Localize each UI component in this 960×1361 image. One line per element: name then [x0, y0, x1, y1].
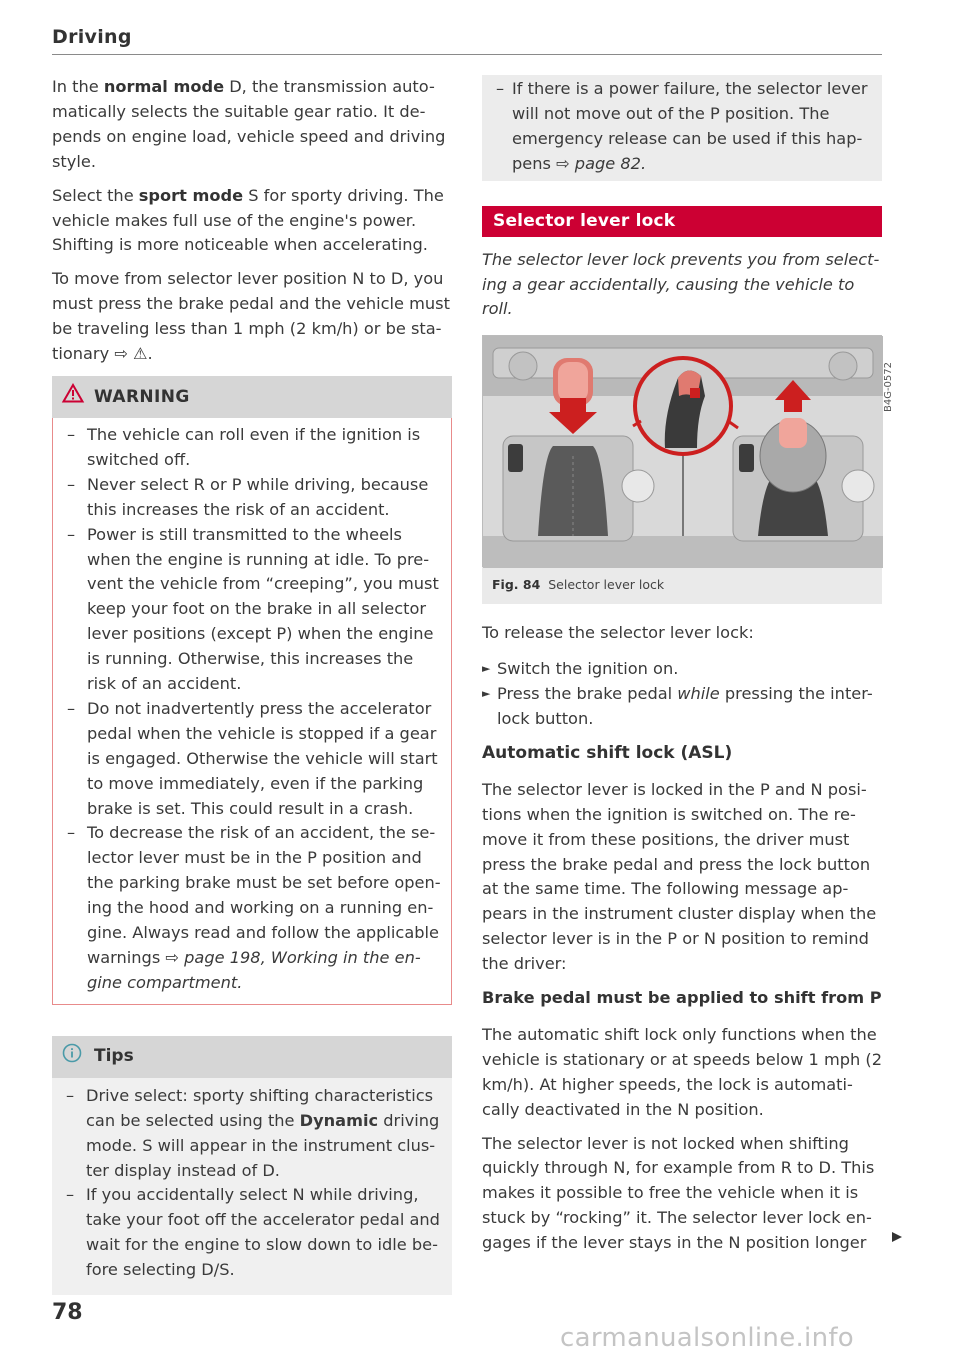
paragraph-sport-mode: Select the sport mode S for sporty driving. The vehicle makes full use of the engine's power. Shifting is more noticeable when accelerating. — [52, 185, 444, 255]
tip-item: – If you accidentally select N while driving, take your foot off the accelerator pedal and wait for the engine to slow down to idle be-fore selecting D/S. — [66, 1185, 440, 1280]
figure-code: B4G-0572 — [883, 362, 894, 413]
note-item: – If there is a power failure, the selector lever will not move out of the P position. The emergency release can be used if this hap-pens ⇨ page 82. — [496, 79, 868, 173]
tips-title: Tips — [94, 1046, 134, 1067]
figure-illustration — [483, 336, 883, 568]
header-rule — [52, 54, 882, 55]
tip-item: – Drive select: sporty shifting characteristics can be selected using the Dynamic driving mode. S will appear in the instrument clus-ter display instead of D. — [66, 1085, 440, 1180]
selector-lever-figure — [482, 335, 894, 567]
step-item: ► Press the brake pedal while pressing the inter-lock button. — [482, 684, 873, 728]
info-circle-icon — [62, 1043, 82, 1071]
warning-item: – Never select R or P while driving, because this increases the risk of an accident. — [67, 474, 429, 519]
tips-title-bar — [52, 1036, 452, 1078]
tips-box — [52, 1036, 452, 1295]
asl-paragraph-2: The automatic shift lock only functions when the vehicle is stationary or at speeds below 1 mph (2 km/h). At higher speeds, the lock is automati-cally deactivated in the N position. — [482, 1024, 883, 1119]
page-number: 78 — [52, 1300, 83, 1325]
power-failure-note — [482, 75, 882, 181]
right-column — [482, 75, 894, 1265]
warning-item: – To decrease the risk of an accident, the se-lector lever must be in the P position and the parking brake must be set before open-ing the hood and working on a running en-gine. Always read and follow the applicable warnings ⇨ page 198, Working in the en-gine compartment. — [67, 823, 441, 992]
section-header: Driving — [52, 26, 132, 48]
tips-body — [52, 1078, 452, 1295]
engine-compartment-reference[interactable]: ⇨ page 198, Working in the en-gine compartment. — [87, 948, 421, 992]
watermark: carmanualsonline.info — [560, 1323, 855, 1353]
warning-reference[interactable]: ⇨ ⚠. — [114, 344, 153, 364]
asl-display-message: Brake pedal must be applied to shift from P — [482, 988, 882, 1008]
release-steps — [482, 621, 882, 732]
left-column — [52, 75, 452, 1295]
asl-heading: Automatic shift lock (ASL) — [482, 742, 733, 763]
paragraph-normal-mode: In the normal mode D, the transmission auto-matically selects the suitable gear ratio. It de-pends on engine load, vehicle speed and driving style. — [52, 77, 446, 171]
emergency-release-reference[interactable]: ⇨ page 82. — [556, 153, 647, 173]
warning-title: WARNING — [94, 386, 190, 407]
warning-item: – The vehicle can roll even if the ignition is switched off. — [67, 424, 421, 469]
warning-triangle-icon — [62, 383, 84, 411]
warning-item: – Power is still transmitted to the wheels when the engine is running at idle. To pre-vent the vehicle from “creeping”, you must keep your foot on the brake in all selector lever positions (except P) when the engine is running. Otherwise, this increases the risk of an accident. — [67, 524, 439, 694]
figure-caption: Fig. 84 Selector lever lock — [482, 567, 882, 604]
section-intro: The selector lever lock prevents you from select-ing a gear accidentally, causing the vehicle to roll. — [482, 249, 880, 319]
warning-box — [52, 376, 452, 1005]
asl-paragraph-3: The selector lever is not locked when shifting quickly through N, for example from R to D. This makes it possible to free the vehicle when it is stuck by “rocking” it. The selector lever lock en-gages if the lever stays in the N position longer — [482, 1133, 875, 1253]
paragraph-n-to-d: To move from selector lever position N to D, you must press the brake pedal and the vehicle must be traveling less than 1 mph (2 km/h) or be sta-tionary ⇨ ⚠. — [52, 269, 450, 364]
warning-body — [53, 418, 451, 1004]
asl-paragraph-1: The selector lever is locked in the P and N posi-tions when the ignition is switched on. The re-move it from these positions, the driver must press the brake pedal and press the lock button at the same time. The following message ap-pears in the instrument cluster display when the selector lever is in the P or N position to remind the driver: — [482, 779, 877, 974]
warning-item: – Do not inadvertently press the accelerator pedal when the vehicle is stopped if a gear is engaged. Otherwise the vehicle will start to move immediately, even if the parking brake is set. This could result in a crash. — [67, 698, 438, 818]
release-intro: To release the selector lever lock: — [482, 623, 754, 643]
step-bullet-icon: ► — [482, 687, 491, 701]
warning-title-bar — [52, 376, 452, 418]
step-bullet-icon: ► — [482, 662, 491, 676]
section-heading: Selector lever lock — [482, 206, 882, 237]
continue-arrow-icon — [890, 1230, 904, 1248]
step-item: ► Switch the ignition on. — [482, 657, 882, 682]
